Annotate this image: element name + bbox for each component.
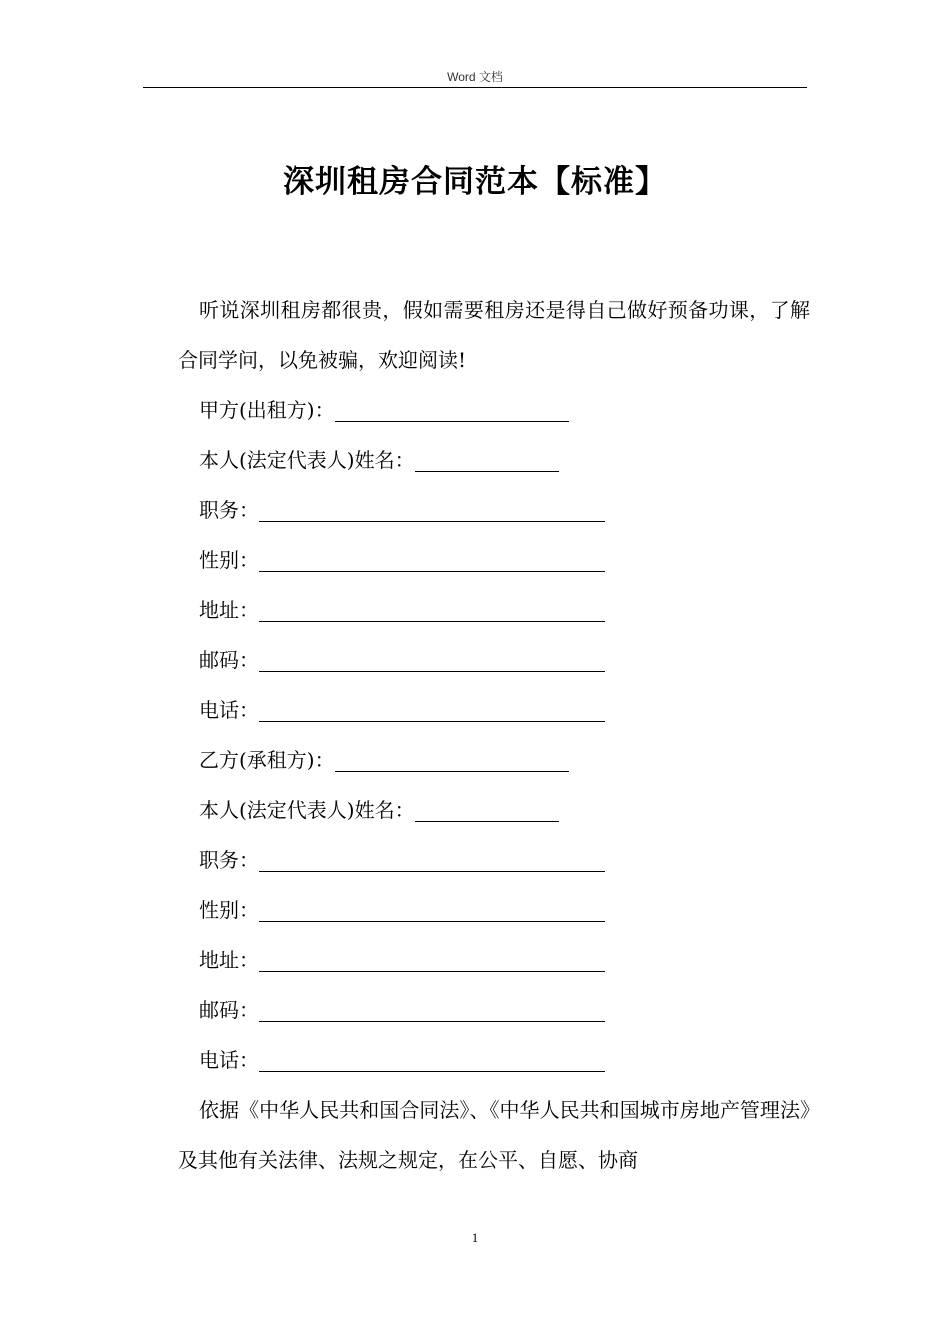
party-a-heading: 甲方(出租方)： <box>199 398 335 422</box>
party-b-phone-blank <box>259 1049 605 1072</box>
party-b-address-blank <box>259 949 605 972</box>
party-b-rep-line <box>178 785 810 835</box>
party-a-gender-label: 性别： <box>199 548 259 572</box>
party-b-postcode-label: 邮码： <box>199 998 259 1022</box>
legal-basis-paragraph: 依据《中华人民共和国合同法》、《中华人民共和国城市房地产管理法》及其他有关法律、法规之规定，在公平、自愿、协商 <box>178 1098 810 1172</box>
party-b-heading: 乙方(承租方)： <box>199 748 335 772</box>
party-b-heading-line <box>178 735 810 785</box>
page-header: Word 文档 <box>447 70 503 84</box>
party-b-position-label: 职务： <box>199 848 259 872</box>
party-b-address-line <box>178 935 810 985</box>
intro-paragraph: 听说深圳租房都很贵，假如需要租房还是得自己做好预备功课，了解合同学问，以免被骗，欢迎阅读! <box>178 298 810 372</box>
party-a-address-label: 地址： <box>199 598 259 622</box>
party-b-phone-line <box>178 1035 810 1085</box>
party-b-postcode-line <box>178 985 810 1035</box>
party-a-rep-line <box>178 435 810 485</box>
party-b-rep-label: 本人(法定代表人)姓名： <box>199 798 415 822</box>
party-b-name-blank <box>335 749 569 772</box>
party-a-postcode-label: 邮码： <box>199 648 259 672</box>
party-a-phone-label: 电话： <box>199 698 259 722</box>
document-title: 深圳租房合同范本【标准】 <box>283 164 667 200</box>
party-b-gender-line <box>178 885 810 935</box>
document-body <box>178 285 810 1185</box>
party-b-address-label: 地址： <box>199 948 259 972</box>
page-number: 1 <box>471 1230 479 1245</box>
party-a-heading-line <box>178 385 810 435</box>
party-a-gender-line <box>178 535 810 585</box>
party-a-postcode-blank <box>259 649 605 672</box>
party-a-position-line <box>178 485 810 535</box>
party-b-rep-blank <box>415 799 559 822</box>
party-a-rep-blank <box>415 449 559 472</box>
party-a-phone-blank <box>259 699 605 722</box>
party-a-position-blank <box>259 499 605 522</box>
party-a-position-label: 职务： <box>199 498 259 522</box>
party-a-postcode-line <box>178 635 810 685</box>
party-b-postcode-blank <box>259 999 605 1022</box>
party-a-address-line <box>178 585 810 635</box>
party-b-gender-blank <box>259 899 605 922</box>
party-b-position-blank <box>259 849 605 872</box>
party-b-position-line <box>178 835 810 885</box>
party-a-gender-blank <box>259 549 605 572</box>
party-a-address-blank <box>259 599 605 622</box>
party-a-name-blank <box>335 399 569 422</box>
party-b-phone-label: 电话： <box>199 1048 259 1072</box>
party-a-phone-line <box>178 685 810 735</box>
party-a-rep-label: 本人(法定代表人)姓名： <box>199 448 415 472</box>
party-b-gender-label: 性别： <box>199 898 259 922</box>
header-divider <box>143 87 807 88</box>
